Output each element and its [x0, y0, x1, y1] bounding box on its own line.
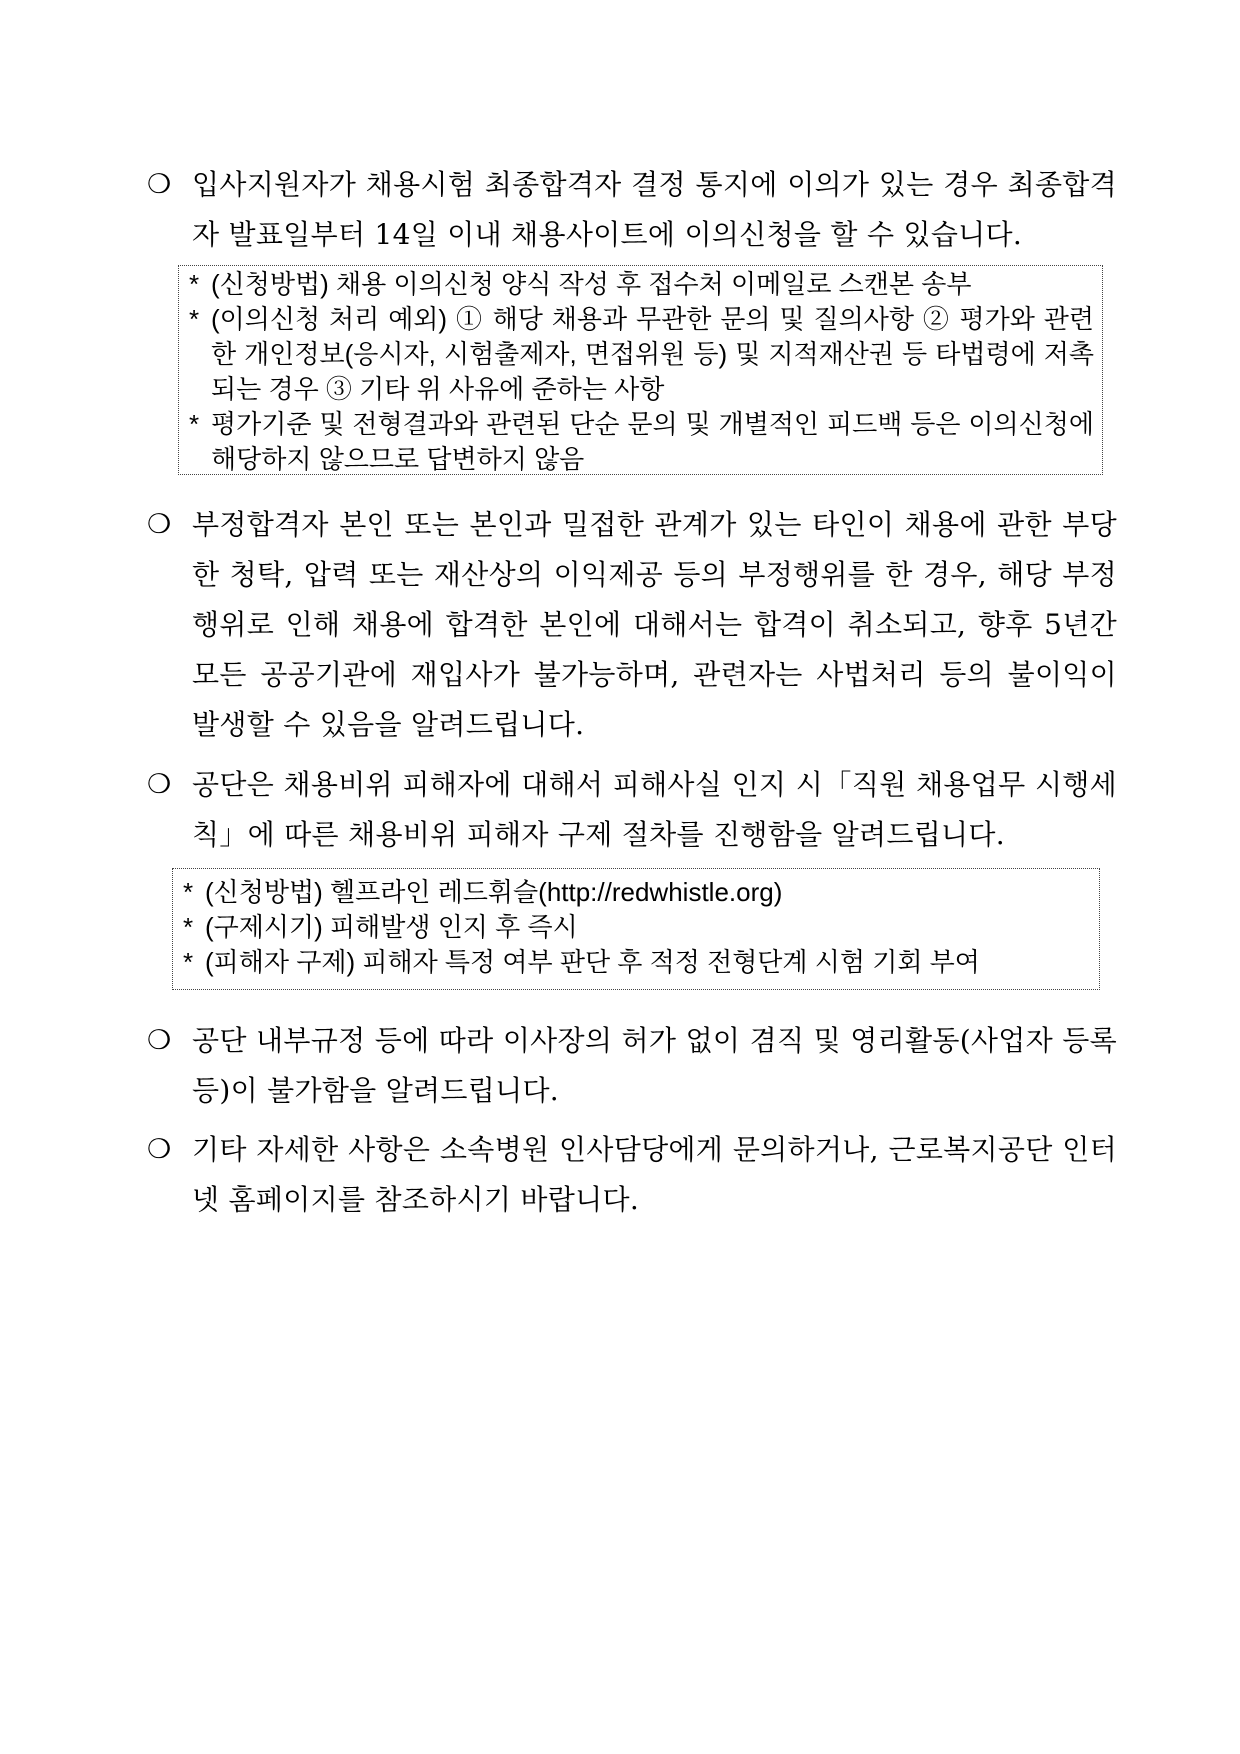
note-text: (피해자 구제) 피해자 특정 여부 판단 후 적정 전형단계 시험 기회 부여 [205, 947, 980, 977]
note-text: (신청방법) 채용 이의신청 양식 작성 후 접수처 이메일로 스캔본 송부 [211, 269, 972, 299]
note-line [179, 302, 1102, 407]
section-text: 공단은 채용비위 피해자에 대해서 피해사실 인지 시「직원 채용업무 시행세칙」에 따른 채용비위 피해자 구제 절차를 진행함을 알려드립니다. [192, 768, 1117, 851]
note-text: (신청방법) 헬프라인 레드휘슬(http://redwhistle.org) [205, 877, 783, 907]
section-text: 공단 내부규정 등에 따라 이사장의 허가 없이 겸직 및 영리활동(사업자 등록 등)이 불가함을 알려드립니다. [192, 1024, 1117, 1107]
section-objection [147, 160, 1117, 260]
note-line [173, 945, 1099, 980]
asterisk-mark: * [189, 304, 200, 334]
section-side-job [147, 1016, 1117, 1116]
note-box-objection [178, 265, 1103, 475]
section-text: 기타 자세한 사항은 소속병원 인사담당에게 문의하거나, 근로복지공단 인터넷 홈페이지를 참조하시기 바랍니다. [192, 1133, 1117, 1216]
section-text: 입사지원자가 채용시험 최종합격자 결정 통지에 이의가 있는 경우 최종합격자 발표일부터 14일 이내 채용사이트에 이의신청을 할 수 있습니다. [192, 168, 1117, 251]
note-text: (구제시기) 피해발생 인지 후 즉시 [205, 912, 578, 942]
note-line [179, 407, 1102, 477]
asterisk-mark: * [189, 409, 200, 439]
note-line [173, 910, 1099, 945]
section-contact [147, 1125, 1117, 1225]
section-fraud [147, 500, 1117, 750]
note-line [173, 875, 1099, 910]
circle-bullet-icon: ❍ [147, 509, 172, 540]
note-box-victim-relief [172, 868, 1100, 990]
asterisk-mark: * [183, 877, 194, 907]
note-text: (이의신청 처리 예외) ① 해당 채용과 무관한 문의 및 질의사항 ② 평가와 관련한 개인정보(응시자, 시험출제자, 면접위원 등) 및 지적재산권 등 타법령에 저촉되는 경우 ③ 기타 위 사유에 준하는 사항 [211, 304, 1094, 404]
circle-bullet-icon: ❍ [147, 1134, 172, 1165]
circle-bullet-icon: ❍ [147, 1025, 172, 1056]
circle-bullet-icon: ❍ [147, 169, 172, 200]
note-line [179, 267, 1102, 302]
note-text: 평가기준 및 전형결과와 관련된 단순 문의 및 개별적인 피드백 등은 이의신청에 해당하지 않으므로 답변하지 않음 [211, 409, 1094, 474]
asterisk-mark: * [189, 269, 200, 299]
circle-bullet-icon: ❍ [147, 769, 172, 800]
section-text: 부정합격자 본인 또는 본인과 밀접한 관계가 있는 타인이 채용에 관한 부당한 청탁, 압력 또는 재산상의 이익제공 등의 부정행위를 한 경우, 해당 부정행위로 인해 채용에 합격한 본인에 대해서는 합격이 취소되고, 향후 5년간 모든 공공기관에 재입사가 불가능하며, 관련자는 사법처리 등의 불이익이 발생할 수 있음을 알려드립니다. [192, 508, 1117, 741]
section-victim-relief [147, 760, 1117, 860]
asterisk-mark: * [183, 947, 194, 977]
asterisk-mark: * [183, 912, 194, 942]
